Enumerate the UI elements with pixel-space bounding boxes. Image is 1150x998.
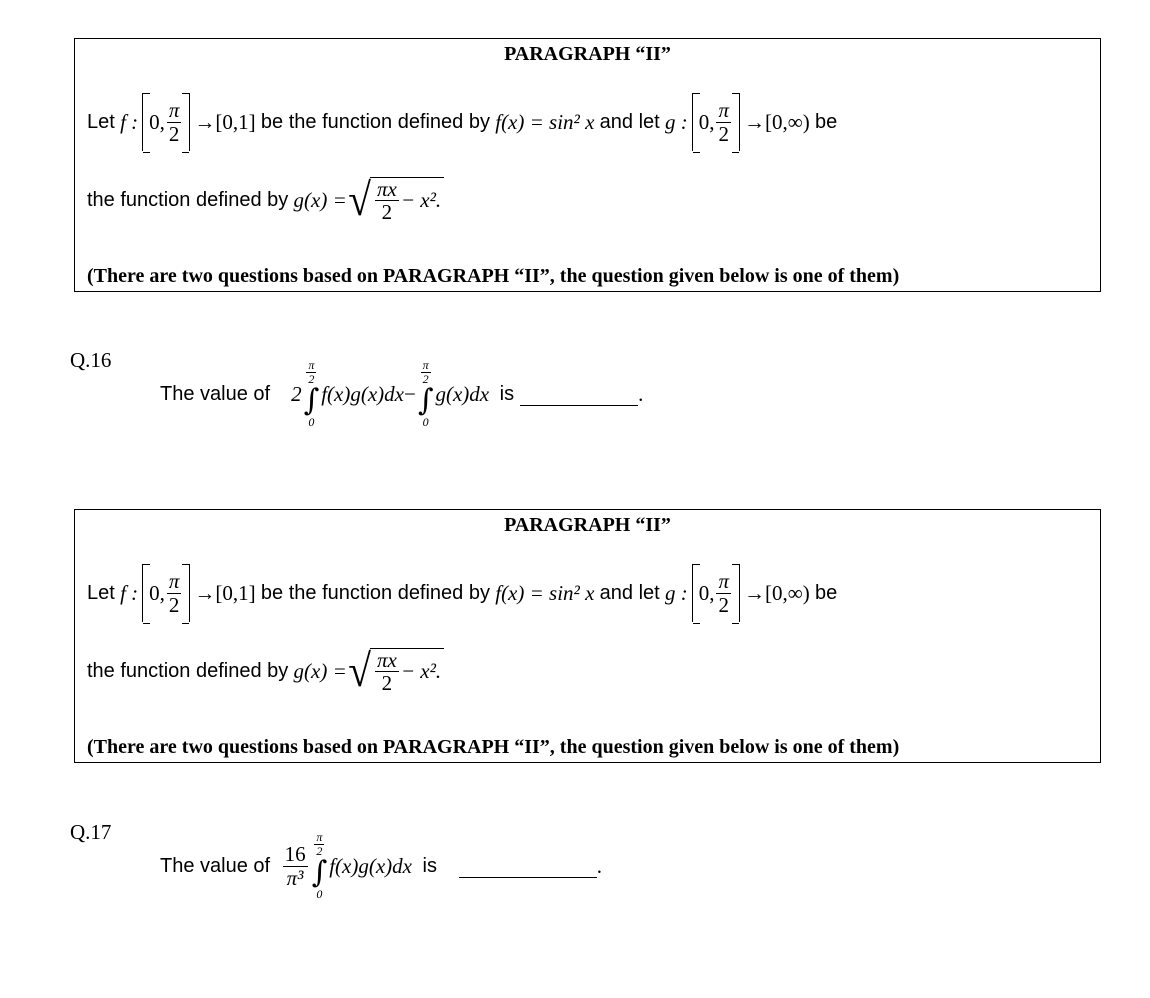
paragraph-line-1: Let f : 0, $\frac{\pi}{2}$ →[0,1] be the function defined by f(x) = sin² x and let g : 0, $\frac{\pi}{2}$ →[0,∞) be <box>87 564 837 622</box>
paragraph-note: (There are two questions based on PARAGRAPH “II”, the question given below is one of them) <box>87 736 900 758</box>
integral-sign: $\frac{\pi}{2}$ ∫ 0 <box>417 358 434 429</box>
domain-bracket: 0, $\frac{\pi}{2}$ <box>142 93 190 151</box>
paragraph-heading: PARAGRAPH “II” <box>504 43 671 65</box>
domain-bracket: 0, $\frac{\pi}{2}$ <box>692 93 740 151</box>
domain-bracket: 0, $\frac{\pi}{2}$ <box>692 564 740 622</box>
pi-over-2: $\frac{\pi}{2}$ <box>168 569 180 617</box>
question-number: Q.16 <box>70 348 112 372</box>
integral-sign: $\frac{\pi}{2}$ ∫ 0 <box>303 358 320 429</box>
domain-bracket: 0, $\frac{\pi}{2}$ <box>142 564 190 622</box>
paragraph-line-2: the function defined by g(x) = √ $\frac{\pi x}{2}$ − x². <box>87 165 444 235</box>
question-16-body: The value of 2 $\frac{\pi}{2}$ ∫ 0 f(x)g(x)dx − $\frac{\pi}{2}$ ∫ 0 g(x)dx is . <box>160 358 644 429</box>
question-17-body: The value of $\frac{16}{\text{π³}}$ $\frac{\pi}{2}$ ∫ 0 f(x)g(x)dx is . <box>160 830 602 901</box>
pi-over-2: $\frac{\pi}{2}$ <box>718 569 730 617</box>
sixteen-over-pi-cubed: $\frac{16}{\text{π³}}$ <box>284 842 306 890</box>
paragraph-line-2: the function defined by g(x) = √ $\frac{\pi x}{2}$ − x². <box>87 636 444 706</box>
paragraph-line-1: Let f : 0, $\frac{\pi}{2}$ →[0,1] be the function defined by f(x) = sin² x and let g : 0, $\frac{\pi}{2}$ →[0,∞) be <box>87 93 837 151</box>
paragraph-heading: PARAGRAPH “II” <box>504 514 671 536</box>
pi-over-2: $\frac{\pi}{2}$ <box>168 98 180 146</box>
pi-over-2: $\frac{\pi}{2}$ <box>718 98 730 146</box>
integral-sign: $\frac{\pi}{2}$ ∫ 0 <box>311 830 328 901</box>
question-number: Q.17 <box>70 820 112 844</box>
paragraph-box-1 <box>74 38 1101 292</box>
sqrt-expression: √ $\frac{\pi x}{2}$ − x². <box>347 648 444 694</box>
sqrt-expression: √ $\frac{\pi x}{2}$ − x². <box>347 177 444 223</box>
paragraph-box-2 <box>74 509 1101 763</box>
paragraph-note: (There are two questions based on PARAGRAPH “II”, the question given below is one of them) <box>87 265 900 287</box>
answer-blank[interactable] <box>520 383 638 406</box>
answer-blank[interactable] <box>459 855 597 878</box>
